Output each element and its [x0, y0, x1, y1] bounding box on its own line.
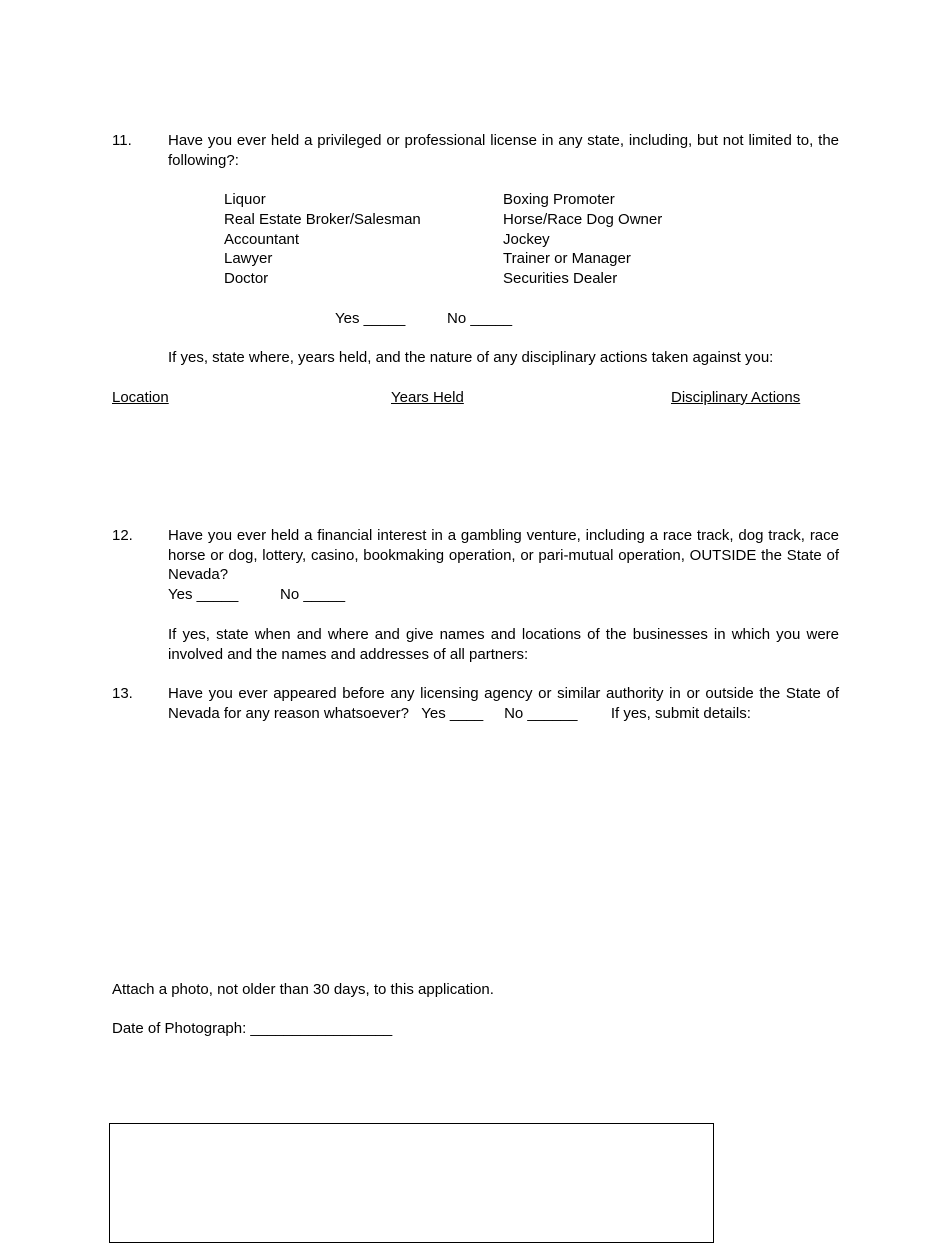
q12-number: 12. — [112, 527, 133, 544]
q13-yes-field[interactable]: Yes ____ — [421, 704, 484, 722]
photo-date-field[interactable]: Date of Photograph: _________________ — [112, 1020, 393, 1037]
q12-followup: If yes, state when and where and give names and locations of the businesses in which you were involved and the names and addresses of all partners: — [168, 626, 839, 663]
q13-block — [168, 684, 839, 723]
q13-no-field[interactable]: No ______ — [504, 704, 578, 722]
license-jockey: Jockey — [503, 231, 550, 248]
photo-instruction: Attach a photo, not older than 30 days, to this application. — [112, 981, 494, 998]
q13-question: Have you ever appeared before any licensing agency or similar authority in or outside the State of Nevada for any reason whatsoever? — [168, 685, 839, 722]
q12-question: Have you ever held a financial interest in a gambling venture, including a race track, dog track, race horse or dog, lottery, casino, bookmaking operation, or pari-mutual operation, OUTSIDE the State of Nevada? — [168, 527, 839, 584]
license-liquor: Liquor — [224, 191, 266, 208]
q12-yes-field[interactable]: Yes _____ — [168, 586, 239, 603]
q11-question: Have you ever held a privileged or professional license in any state, including, but not limited to, the following?: — [168, 132, 839, 169]
q13-followup: If yes, submit details: — [610, 704, 751, 722]
column-location: Location — [112, 389, 169, 406]
column-disciplinary-actions: Disciplinary Actions — [671, 389, 801, 406]
license-lawyer: Lawyer — [224, 250, 273, 267]
license-doctor: Doctor — [224, 270, 269, 287]
q11-yes-field[interactable]: Yes _____ — [335, 310, 406, 327]
photo-attachment-box[interactable] — [109, 1123, 714, 1243]
license-securities-dealer: Securities Dealer — [503, 270, 618, 287]
license-accountant: Accountant — [224, 231, 300, 248]
license-real-estate: Real Estate Broker/Salesman — [224, 211, 421, 228]
q13-number: 13. — [112, 685, 133, 702]
license-horse-dog-owner: Horse/Race Dog Owner — [503, 211, 663, 228]
q11-no-field[interactable]: No _____ — [447, 310, 513, 327]
license-trainer: Trainer or Manager — [503, 250, 631, 267]
license-boxing-promoter: Boxing Promoter — [503, 191, 615, 208]
q11-number: 11. — [112, 132, 132, 149]
q12-no-field[interactable]: No _____ — [280, 586, 346, 603]
column-years-held: Years Held — [391, 389, 464, 406]
q11-followup: If yes, state where, years held, and the nature of any disciplinary actions taken against you: — [168, 349, 774, 366]
